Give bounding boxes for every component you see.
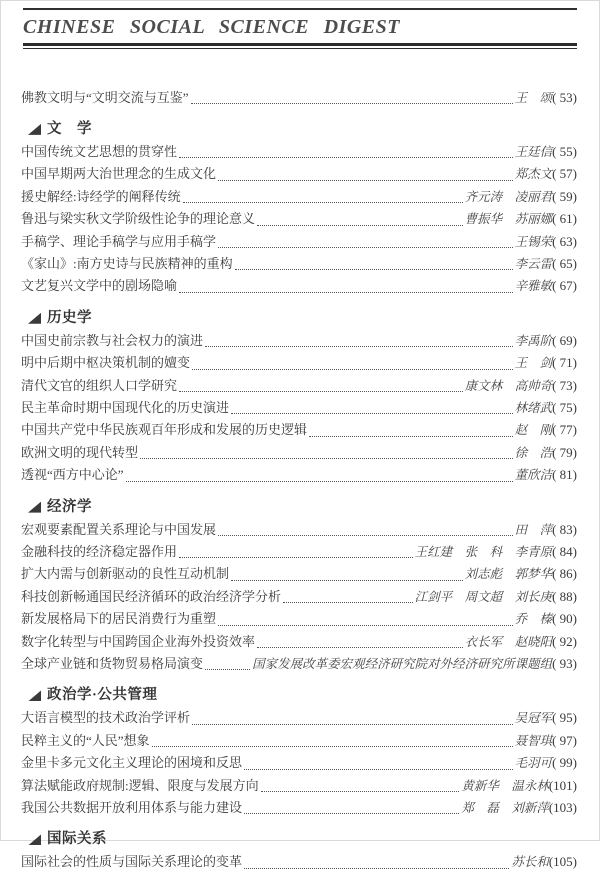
table-of-contents — [21, 49, 577, 874]
article-title: 国际社会的性质与国际关系理论的变革 — [21, 854, 243, 870]
article-page-number: ( 99) — [552, 755, 577, 771]
article-title: 明中后期中枢决策机制的嬗变 — [21, 355, 191, 371]
article-title: 民粹主义的“人民”想象 — [21, 732, 150, 748]
dotted-leader — [191, 103, 513, 104]
masthead-double-rule-thick — [23, 43, 577, 46]
section-header — [21, 118, 577, 141]
article-authors: 田 萍 — [514, 522, 553, 537]
article-authors: 李禹阶 — [514, 333, 553, 348]
toc-entry-row — [21, 163, 577, 185]
section-header — [21, 684, 577, 707]
masthead — [23, 8, 577, 49]
article-authors: 王锡荣 — [514, 234, 553, 249]
toc-entry-row — [21, 208, 577, 230]
toc-entry-row — [21, 375, 577, 397]
dotted-leader — [140, 458, 513, 459]
dotted-leader — [231, 580, 463, 581]
dotted-leader — [218, 535, 513, 536]
article-title: 科技创新畅通国民经济循环的政治经济学分析 — [21, 588, 282, 604]
dotted-leader — [179, 391, 463, 392]
dotted-leader — [257, 225, 463, 226]
dotted-leader — [192, 369, 513, 370]
journal-title: CHINESE SOCIAL SCIENCE DIGEST — [23, 16, 400, 38]
toc-entry-row — [21, 275, 577, 297]
article-page-number: ( 75) — [552, 399, 577, 415]
article-authors: 林绪武 — [514, 400, 553, 415]
article-title: 手稿学、理论手稿学与应用手稿学 — [21, 233, 217, 249]
article-title: 民主革命时期中国现代化的历史演进 — [21, 399, 230, 415]
article-page-number: ( 53) — [552, 89, 577, 105]
article-page-number: ( 95) — [552, 710, 577, 726]
article-page-number: ( 93) — [552, 656, 577, 672]
dotted-leader — [179, 557, 413, 558]
article-page-number: ( 86) — [552, 566, 577, 582]
article-authors: 郑杰文 — [514, 167, 553, 182]
dotted-leader — [231, 413, 513, 414]
dotted-leader — [218, 625, 513, 626]
dotted-leader — [244, 813, 459, 814]
section-header — [21, 307, 577, 330]
toc-entry-row — [21, 397, 577, 419]
article-title: 中国传统文艺思想的贯穿性 — [21, 143, 178, 159]
toc-entry-row — [21, 186, 577, 208]
dotted-leader — [244, 769, 513, 770]
section-title: 政治学·公共管理 — [47, 687, 158, 704]
article-title: 中国共产党中华民族观百年形成和发展的历史逻辑 — [21, 422, 308, 438]
article-authors: 国家发展改革委宏观经济研究院对外经济研究所课题组 — [252, 657, 553, 672]
article-title: 数字化转型与中国跨国企业海外投资效率 — [21, 633, 256, 649]
dotted-leader — [192, 724, 513, 725]
article-title: 佛教文明与“文明交流与互鉴” — [21, 89, 189, 105]
article-page-number: ( 65) — [552, 255, 577, 271]
toc-entry-row — [21, 87, 577, 109]
article-authors: 徐 浩 — [514, 445, 553, 460]
article-authors: 王廷信 — [514, 144, 553, 159]
toc-entry-row — [21, 631, 577, 653]
article-page-number: ( 81) — [552, 467, 577, 483]
article-page-number: (101) — [548, 777, 577, 793]
article-authors: 董欣洁 — [514, 468, 553, 483]
section-title: 经济学 — [47, 498, 92, 515]
article-authors: 聂智琪 — [514, 733, 553, 748]
toc-entry-row — [21, 141, 577, 163]
article-authors: 王 剑 — [514, 356, 553, 371]
dotted-leader — [283, 602, 413, 603]
dotted-leader — [152, 746, 513, 747]
article-authors: 衣长军 赵晓阳 — [464, 634, 553, 649]
dotted-leader — [179, 292, 513, 293]
article-page-number: ( 83) — [552, 521, 577, 537]
article-title: 中国早期两大治世理念的生成文化 — [21, 166, 217, 182]
article-page-number: ( 57) — [552, 166, 577, 182]
lower-right-triangle-icon — [28, 124, 41, 135]
section-title: 历史学 — [47, 309, 92, 326]
toc-entry-row — [21, 419, 577, 441]
article-page-number: ( 73) — [552, 377, 577, 393]
article-authors: 曹振华 苏丽娜 — [464, 212, 553, 227]
article-authors: 辛雅敏 — [514, 279, 553, 294]
article-authors: 苏长和 — [511, 855, 549, 870]
article-authors: 吴冠军 — [514, 711, 553, 726]
lower-right-triangle-icon — [28, 313, 41, 324]
article-page-number: ( 59) — [552, 188, 577, 204]
article-title: 透视“西方中心论” — [21, 467, 124, 483]
article-authors: 李云雷 — [514, 256, 553, 271]
section-header — [21, 496, 577, 519]
dotted-leader — [218, 180, 513, 181]
toc-entry-row — [21, 851, 577, 873]
dotted-leader — [179, 157, 513, 158]
toc-entry-row — [21, 563, 577, 585]
toc-entry-row — [21, 519, 577, 541]
toc-entry-row — [21, 464, 577, 486]
article-authors: 黄新华 温永林 — [461, 778, 549, 793]
toc-entry-row — [21, 586, 577, 608]
article-page-number: ( 71) — [552, 355, 577, 371]
article-authors: 赵 刚 — [514, 423, 553, 438]
article-page-number: (103) — [548, 800, 577, 816]
dotted-leader — [244, 868, 509, 869]
article-title: 文艺复兴文学中的剧场隐喻 — [21, 278, 178, 294]
article-page-number: ( 79) — [552, 444, 577, 460]
toc-entry-row — [21, 442, 577, 464]
toc-entry-row — [21, 541, 577, 563]
lower-right-triangle-icon — [28, 690, 41, 701]
article-authors: 江剑平 周文超 刘长庚 — [414, 589, 553, 604]
lower-right-triangle-icon — [28, 834, 41, 845]
toc-entry-row — [21, 797, 577, 819]
article-title: 金融科技的经济稳定器作用 — [21, 544, 178, 559]
article-page-number: ( 61) — [552, 211, 577, 227]
toc-entry-row — [21, 653, 577, 675]
article-page-number: ( 90) — [552, 611, 577, 627]
toc-entry-row — [21, 352, 577, 374]
article-page-number: ( 84) — [552, 544, 577, 559]
article-authors: 康文林 高帅奇 — [464, 378, 553, 393]
article-title: 鲁迅与梁实秋文学阶级性论争的理论意义 — [21, 211, 256, 227]
article-page-number: (105) — [548, 854, 577, 870]
section-title: 文 学 — [47, 120, 92, 137]
article-title: 宏观要素配置关系理论与中国发展 — [21, 521, 217, 537]
article-title: 大语言模型的技术政治学评析 — [21, 710, 191, 726]
section-header — [21, 828, 577, 851]
article-page-number: ( 67) — [552, 278, 577, 294]
article-title: 算法赋能政府规制:逻辑、限度与发展方向 — [21, 777, 259, 793]
lower-right-triangle-icon — [28, 502, 41, 513]
article-title: 全球产业链和货物贸易格局演变 — [21, 656, 204, 672]
article-title: 金里卡多元文化主义理论的困境和反思 — [21, 755, 243, 771]
toc-entry-row — [21, 253, 577, 275]
article-authors: 毛羽可 — [514, 756, 553, 771]
dotted-leader — [235, 269, 513, 270]
article-page-number: ( 92) — [552, 633, 577, 649]
article-title: 我国公共数据开放利用体系与能力建设 — [21, 800, 243, 816]
article-authors: 刘志彪 郭梦华 — [464, 567, 553, 582]
dotted-leader — [257, 647, 463, 648]
article-title: 扩大内需与创新驱动的良性互动机制 — [21, 566, 230, 582]
article-authors: 齐元涛 凌丽君 — [464, 189, 553, 204]
masthead-top-rule — [23, 8, 577, 10]
article-authors: 乔 榛 — [514, 612, 553, 627]
dotted-leader — [126, 481, 513, 482]
article-authors: 王红建 张 科 李青原 — [414, 545, 553, 559]
article-title: 中国史前宗教与社会权力的演进 — [21, 332, 204, 348]
article-page-number: ( 97) — [552, 732, 577, 748]
article-title: 新发展格局下的居民消费行为重塑 — [21, 611, 217, 627]
dotted-leader — [218, 247, 513, 248]
article-page-number: ( 63) — [552, 233, 577, 249]
article-page-number: ( 88) — [552, 588, 577, 604]
toc-entry-row — [21, 707, 577, 729]
toc-entry-row — [21, 231, 577, 253]
article-page-number: ( 55) — [552, 143, 577, 159]
article-page-number: ( 69) — [552, 332, 577, 348]
article-title: 援史解经:诗经学的阐释传统 — [21, 188, 181, 204]
toc-entry-row — [21, 775, 577, 797]
section-title: 国际关系 — [47, 831, 107, 848]
toc-entry-row — [21, 608, 577, 630]
toc-entry-row — [21, 330, 577, 352]
toc-entry-row — [21, 730, 577, 752]
article-authors: 王 颂 — [514, 90, 553, 105]
article-title: 《家山》:南方史诗与民族精神的重构 — [21, 255, 233, 271]
article-title: 欧洲文明的现代转型 — [21, 444, 139, 460]
dotted-leader — [205, 346, 513, 347]
article-authors: 郑 磊 刘新萍 — [461, 801, 549, 816]
dotted-leader — [309, 436, 513, 437]
article-title: 清代文官的组织人口学研究 — [21, 377, 178, 393]
dotted-leader — [261, 791, 460, 792]
article-page-number: ( 77) — [552, 422, 577, 438]
dotted-leader — [183, 202, 463, 203]
dotted-leader — [205, 669, 250, 670]
toc-entry-row — [21, 752, 577, 774]
